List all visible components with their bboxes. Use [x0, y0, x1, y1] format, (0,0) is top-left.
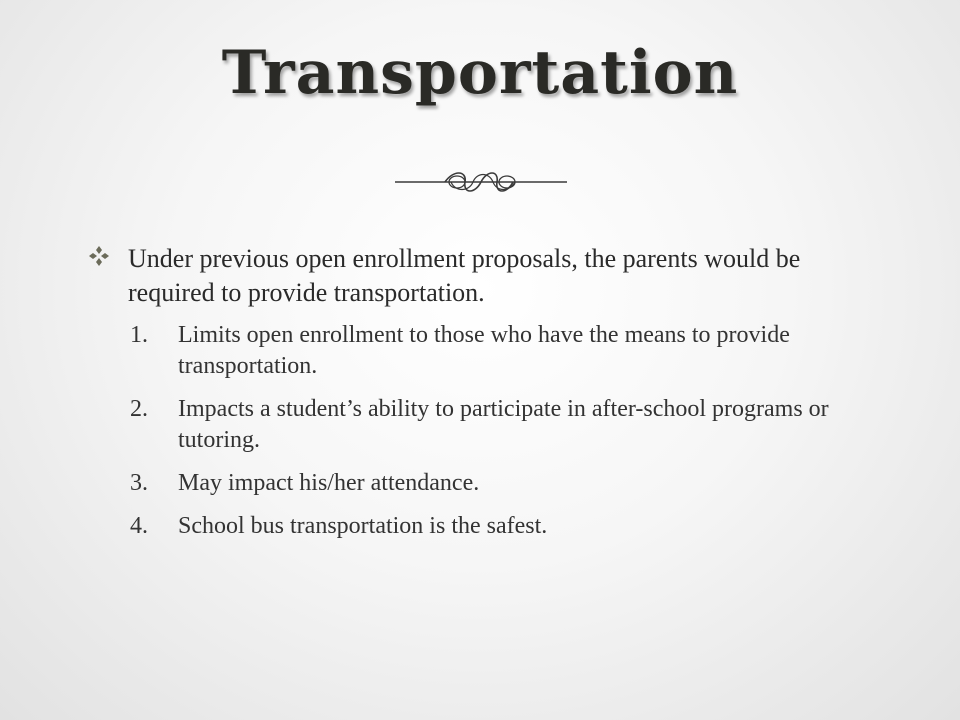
- main-bullet-text: Under previous open enrollment proposals, the parents would be required to provide transportation.: [128, 244, 801, 307]
- list-item-number: 1.: [130, 322, 148, 348]
- ornamental-divider-icon: [395, 168, 567, 196]
- list-item: [88, 511, 888, 542]
- list-item-number: 2.: [130, 396, 148, 422]
- list-item: [88, 394, 888, 456]
- list-item: [88, 320, 888, 382]
- four-diamond-bullet-icon: [88, 245, 110, 267]
- slide-content: [88, 242, 888, 554]
- list-item-text: Limits open enrollment to those who have the means to provide transportation.: [178, 322, 790, 379]
- list-item-text: Impacts a student’s ability to participate in after-school programs or tutoring.: [178, 396, 829, 453]
- list-item-text: May impact his/her attendance.: [178, 470, 480, 496]
- list-item-text: School bus transportation is the safest.: [178, 513, 548, 539]
- main-bullet: [88, 242, 888, 310]
- numbered-list: [88, 320, 888, 542]
- list-item-number: 3.: [130, 470, 148, 496]
- slide-title: Transportation: [221, 38, 739, 108]
- list-item: [88, 468, 888, 499]
- list-item-number: 4.: [130, 513, 148, 539]
